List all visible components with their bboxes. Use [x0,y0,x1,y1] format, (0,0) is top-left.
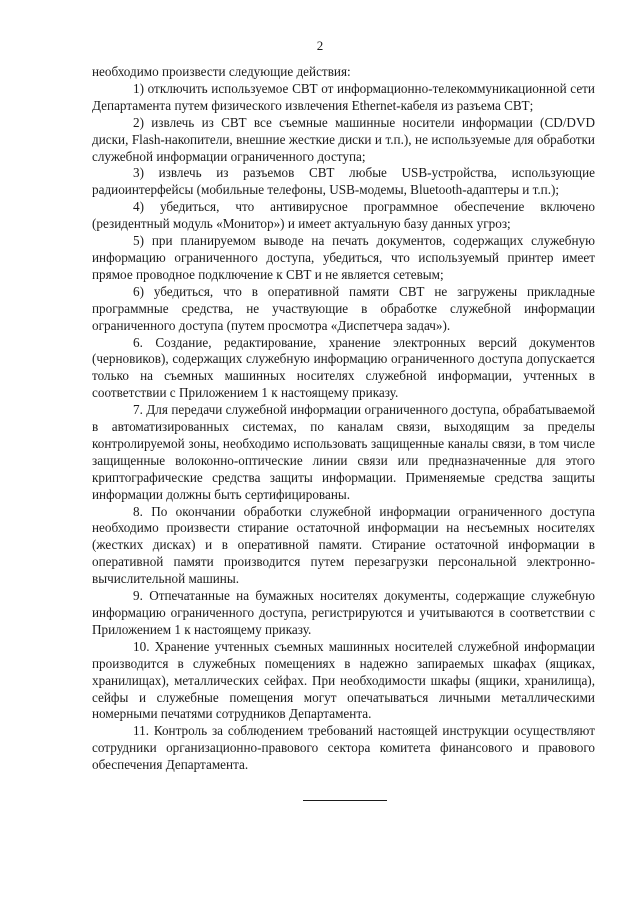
page-number: 2 [316,38,324,53]
paragraph-item-8: 8. По окончании обработки служебной информации ограниченного доступа необходимо произвести стирание остаточной информации на несъемных носителях (жестких дисках) и в оперативной памяти. Стирание остаточной информации в оперативной памяти производится путем перезагрузки персональной электронно-вычислительной машины. [92,503,595,587]
paragraph-step-1: 1) отключить используемое СВТ от информационно-телекоммуникационной сети Департамента путем физического извлечения Ethernet-кабеля из разъема СВТ; [92,80,595,113]
paragraph-step-2: 2) извлечь из СВТ все съемные машинные носители информации (CD/DVD диски, Flash-накопители, внешние жесткие диски и т.п.), не используемые для обработки служебной информации ограниченного доступа; [92,114,595,164]
paragraph-item-11: 11. Контроль за соблюдением требований настоящей инструкции осуществляют сотрудники организационно-правового сектора комитета финансового и правового обеспечения Департамента. [92,723,595,773]
paragraph-step-3: 3) извлечь из разъемов СВТ любые USB-устройства, использующие радиоинтерфейсы (мобильные телефоны, USB-модемы, Bluetooth-адаптеры и т.п.); [92,165,595,198]
paragraph-intro: необходимо произвести следующие действия: [92,64,351,79]
paragraph-step-4: 4) убедиться, что антивирусное программное обеспечение включено (резидентный модуль «Монитор») и имеет актуальную базу данных угроз; [92,199,595,232]
end-of-document-divider [303,800,387,801]
document-body [92,64,595,774]
paragraph-step-5: 5) при планируемом выводе на печать документов, содержащих служебную информацию ограниченного доступа, убедиться, что используемый принтер имеет прямое проводное подключение к СВТ и не является сетевым; [92,233,595,282]
paragraph-item-6: 6. Создание, редактирование, хранение электронных версий документов (черновиков), содержащих служебную информацию ограниченного доступа допускается только на съемных машинных носителях служебной информации, учтенных в соответствии с Приложением 1 к настоящему приказу. [92,334,595,401]
paragraph-step-6: 6) убедиться, что в оперативной памяти СВТ не загружены прикладные программные средства, не участвующие в обработке служебной информации ограниченного доступа (путем просмотра «Диспетчера задач»). [92,283,595,333]
paragraph-item-10: 10. Хранение учтенных съемных машинных носителей служебной информации производится в служебных помещениях в надежно запираемых шкафах (ящиках, хранилищах), металлических сейфах. При необходимости шкафы (ящики, хранилища), сейфы и служебные помещения могут опечатываться личными металлическими номерными печатями сотрудников Департамента. [92,638,595,722]
paragraph-item-7: 7. Для передачи служебной информации ограниченного доступа, обрабатываемой в автоматизированных системах, по каналам связи, выходящим за пределы контролируемой зоны, необходимо использовать защищенные каналы связи, в том числе защищенные волоконно-оптические линии связи или предназначенные для этого криптографические средства защиты информации. Применяемые средства защиты информации должны быть сертифицированы. [92,402,595,502]
paragraph-item-9: 9. Отпечатанные на бумажных носителях документы, содержащие служебную информацию ограниченного доступа, регистрируются и учитываются в соответствии с Приложением 1 к настоящему приказу. [92,588,595,637]
